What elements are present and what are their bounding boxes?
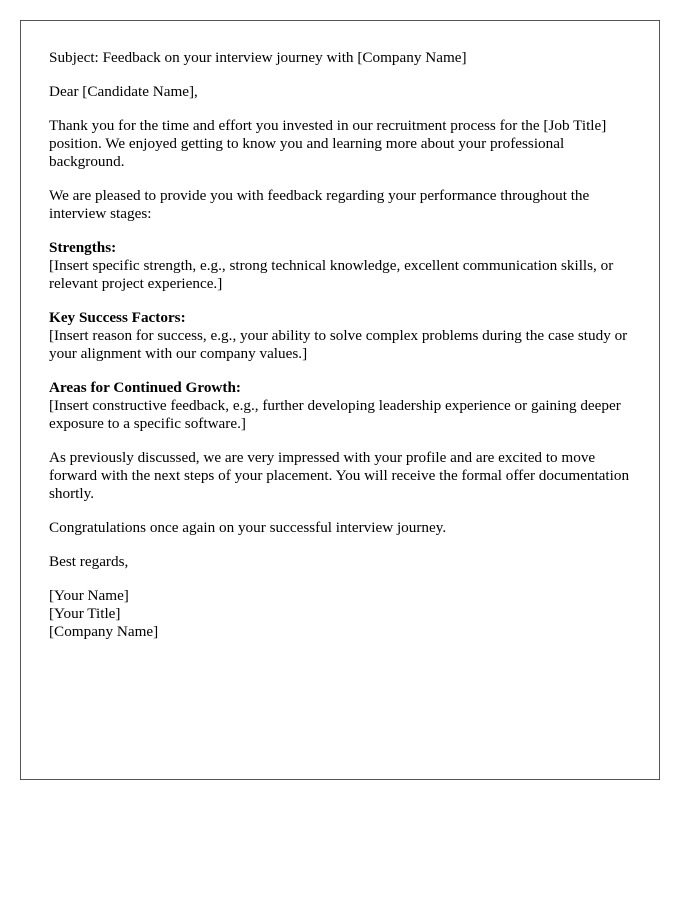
intro-paragraph: Thank you for the time and effort you invested in our recruitment process for the [Job Title] position. We enjoyed getting to know you and learning more about your professional background. <box>49 117 607 170</box>
feedback-intro-paragraph: We are pleased to provide you with feedback regarding your performance throughout the interview stages: <box>49 187 590 222</box>
strengths-section <box>49 239 631 293</box>
growth-section <box>49 379 631 433</box>
next-steps-paragraph: As previously discussed, we are very impressed with your profile and are excited to move forward with the next steps of your placement. You will receive the formal offer documentation shortly. <box>49 449 630 502</box>
strengths-heading: Strengths: <box>49 239 117 256</box>
letter-document <box>20 20 660 780</box>
key-success-factors-heading: Key Success Factors: <box>49 309 186 326</box>
strengths-body: [Insert specific strength, e.g., strong technical knowledge, excellent communication skills, or relevant project experience.] <box>49 257 614 292</box>
closing-line: Best regards, <box>49 553 129 570</box>
growth-body: [Insert constructive feedback, e.g., further developing leadership experience or gaining deeper exposure to a specific software.] <box>49 397 621 432</box>
key-success-factors-body: [Insert reason for success, e.g., your ability to solve complex problems during the case study or your alignment with our company values.] <box>49 327 628 362</box>
signature-company: [Company Name] <box>49 623 159 640</box>
signature-title: [Your Title] <box>49 605 121 622</box>
key-success-factors-section <box>49 309 631 363</box>
signature-name: [Your Name] <box>49 587 129 604</box>
salutation: Dear [Candidate Name], <box>49 83 198 100</box>
subject-line: Subject: Feedback on your interview journey with [Company Name] <box>49 49 467 66</box>
growth-heading: Areas for Continued Growth: <box>49 379 241 396</box>
signature-block <box>49 587 631 641</box>
congratulations-paragraph: Congratulations once again on your successful interview journey. <box>49 519 447 536</box>
